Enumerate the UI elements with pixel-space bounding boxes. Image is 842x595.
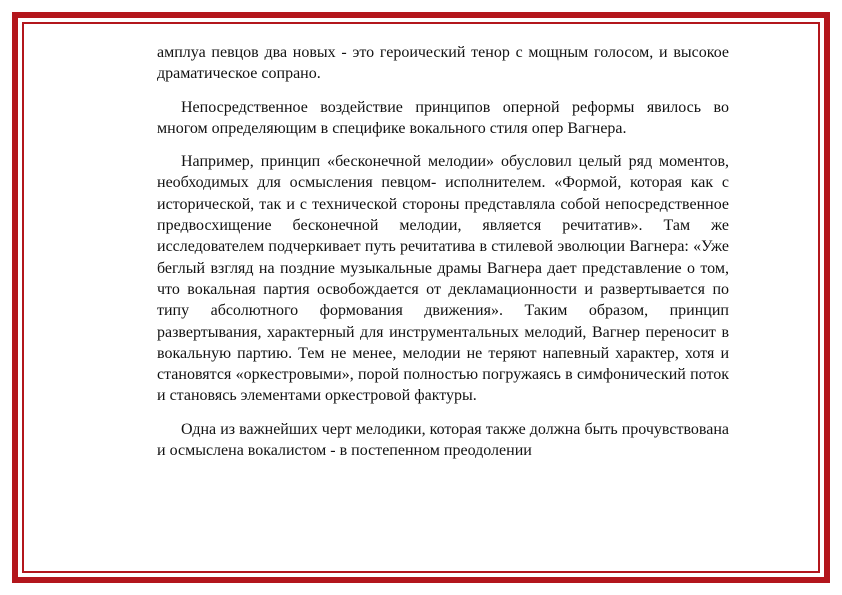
- paragraph-3: Например, принцип «бесконечной мелодии» обусловил целый ряд моментов, необходимых для осмысления певцом- исполнителем. «Формой, которая как с исторической, так и с технической стороны представляла собой непосредственное предвосхищение бесконечной мелодии, является речитатив». Там же исследователем подчеркивает путь речитатива в стилевой эволюции Вагнера: «Уже беглый взгляд на поздние музыкальные драмы Вагнера дает представление о том, что вокальная партия освобождается от декламационности и развертывается по типу абсолютного формования движения». Таким образом, принцип развертывания, характерный для инструментальных мелодий, Вагнер переносит в вокальную партию. Тем не менее, мелодии не теряют напевный характер, хотя и становятся «оркестровыми», порой полностью погружаясь в симфонический поток и становясь элементами оркестровой фактуры.: [157, 153, 729, 405]
- paragraph-1: амплуа певцов два новых - это героический тенор с мощным голосом, и высокое драматическое сопрано.: [157, 44, 729, 83]
- paragraph-2: Непосредственное воздействие принципов оперной реформы явилось во многом определяющим в специфике вокального стиля опер Вагнера.: [157, 98, 729, 137]
- text-body: [157, 42, 729, 473]
- paragraph-4: Одна из важнейших черт мелодики, которая также должна быть прочувствована и осмыслена вокалистом - в постепенном преодолении: [157, 420, 729, 460]
